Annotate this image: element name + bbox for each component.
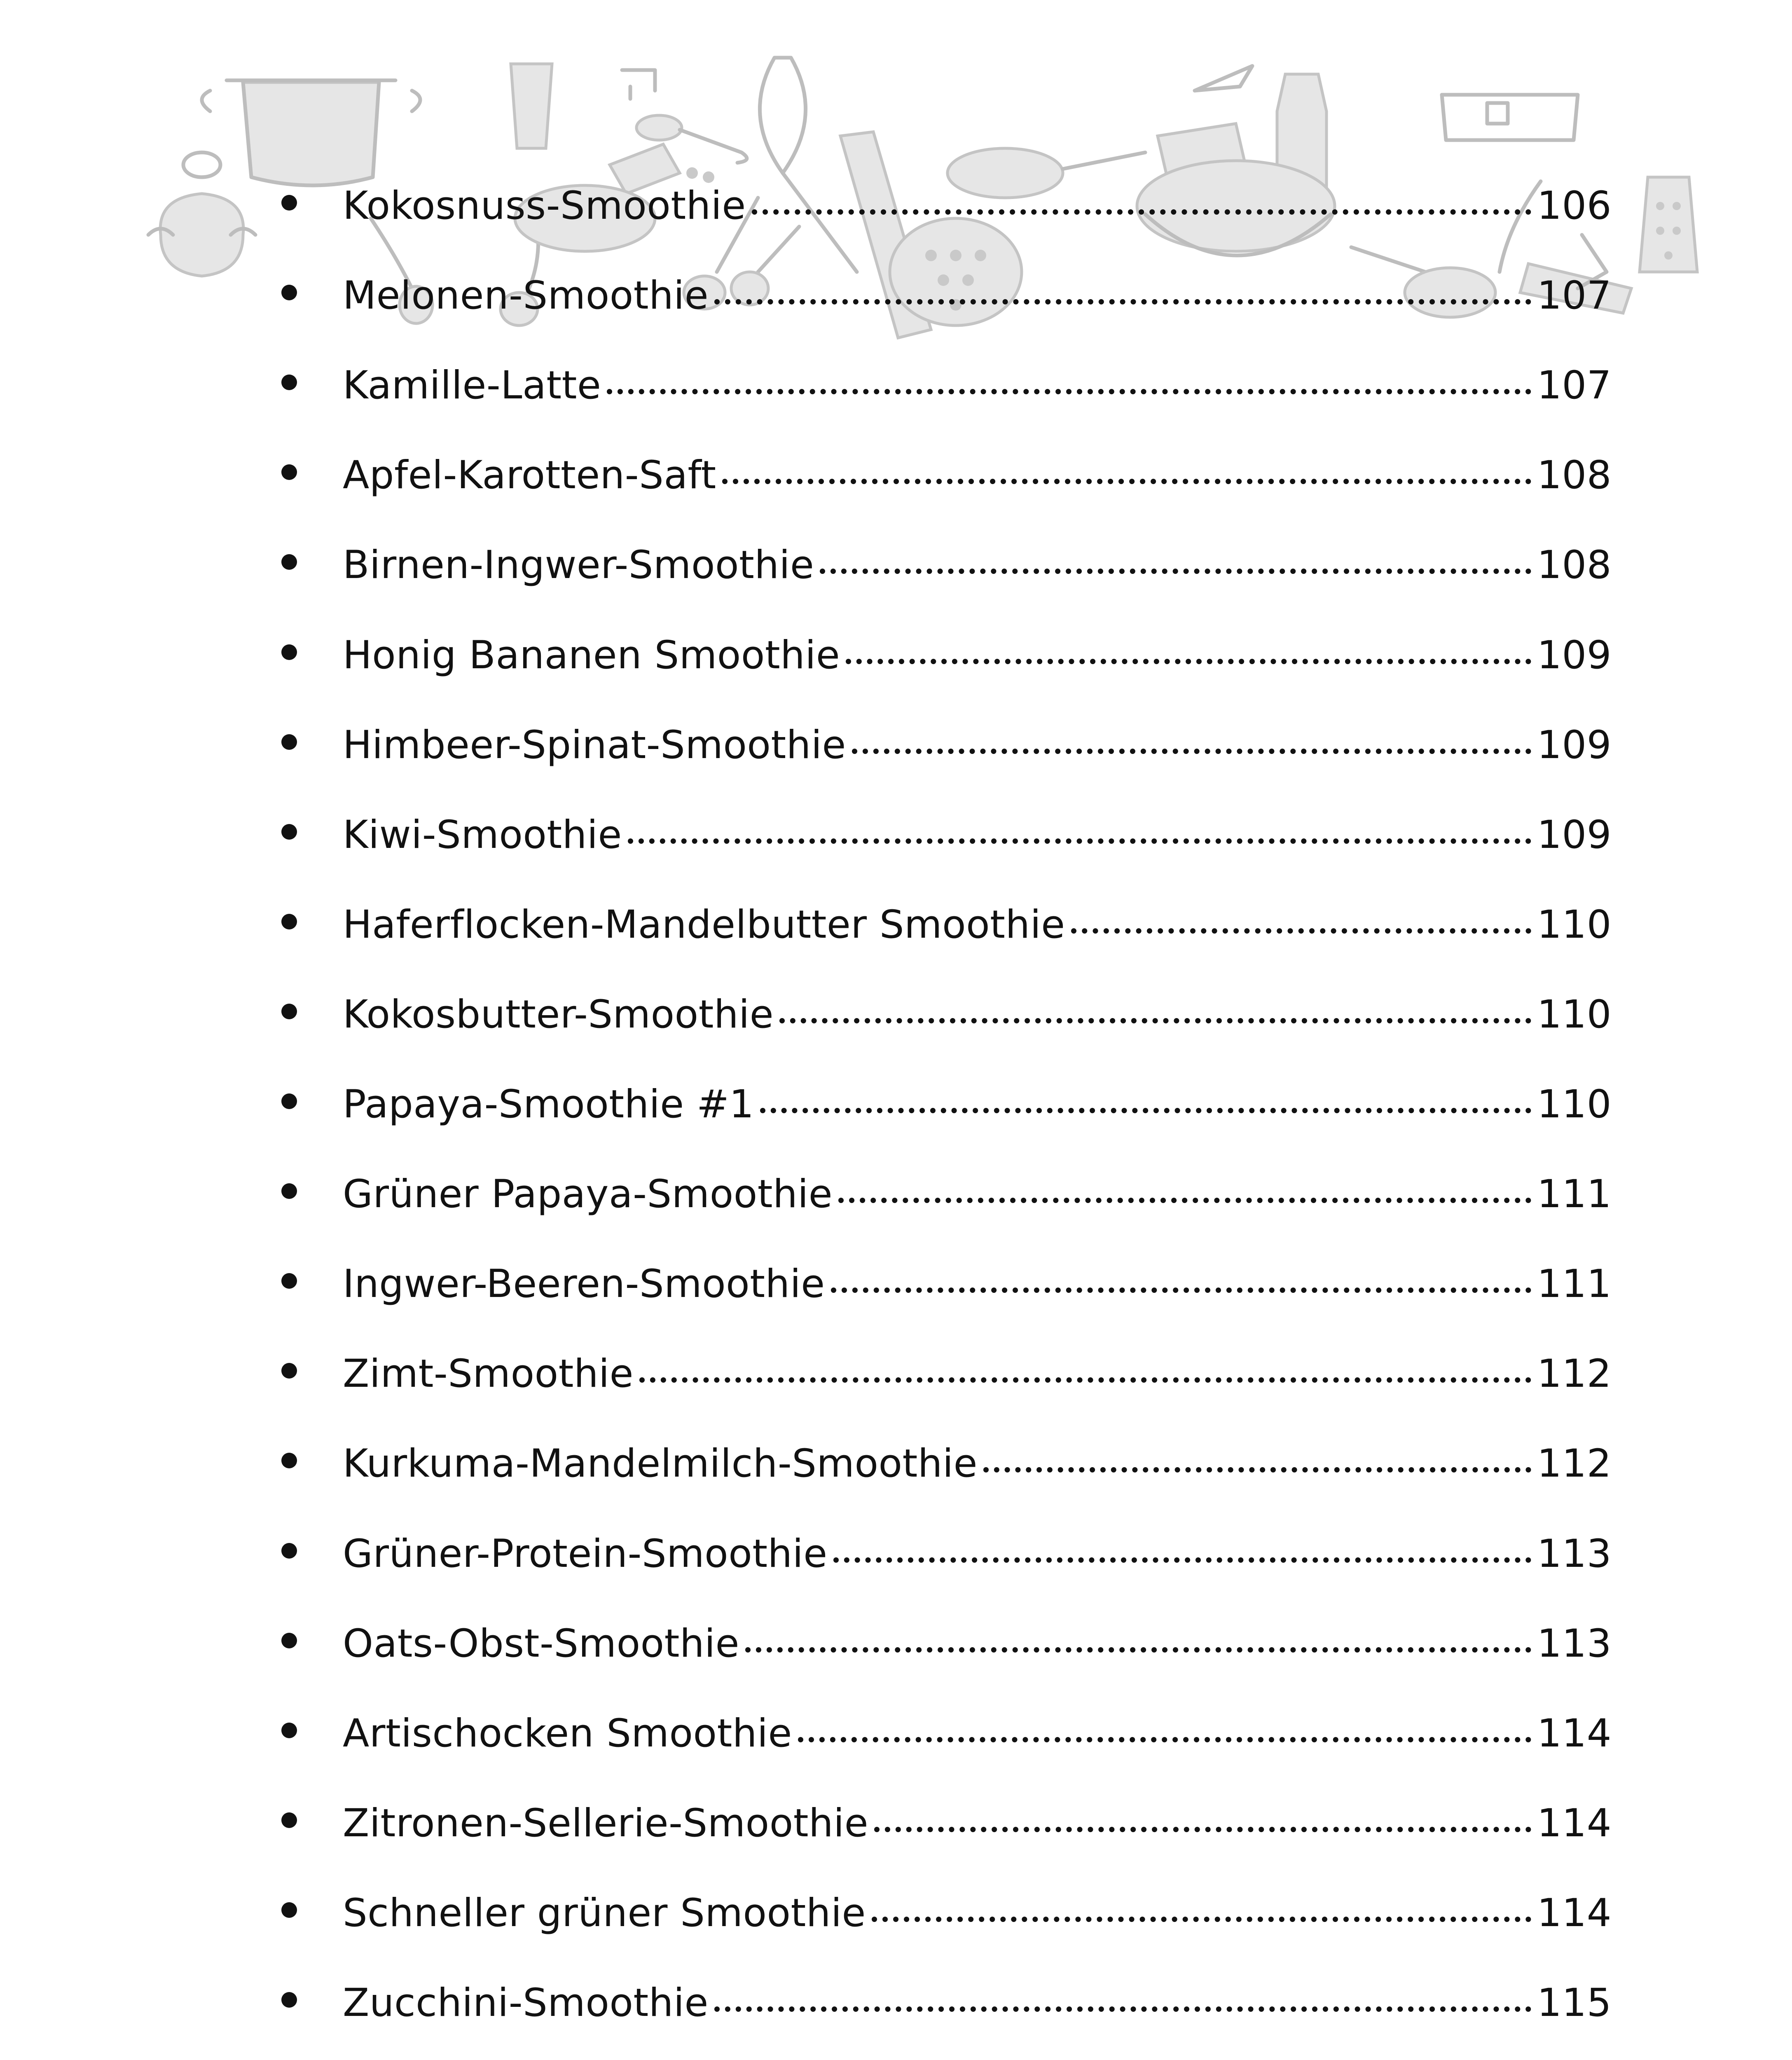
toc-entry-line	[343, 1618, 1612, 1666]
bullet-icon	[281, 1723, 297, 1738]
dot-leader	[714, 270, 1531, 309]
dot-leader	[779, 989, 1531, 1028]
bullet-icon	[281, 1633, 297, 1648]
toc-entry[interactable]	[0, 1419, 1792, 1502]
bullet-icon	[281, 1093, 297, 1109]
toc-entry-title: Ingwer-Beeren-Smoothie	[343, 1262, 825, 1307]
toc-entry[interactable]	[0, 611, 1792, 693]
bullet-icon	[281, 1543, 297, 1559]
toc-entry[interactable]	[0, 521, 1792, 603]
toc-entry-title: Zitronen-Sellerie-Smoothie	[343, 1800, 869, 1846]
bullet-icon	[281, 1363, 297, 1379]
toc-entry-title: Papaya-Smoothie #1	[343, 1082, 754, 1127]
toc-entry[interactable]	[0, 880, 1792, 963]
dot-leader	[852, 719, 1531, 758]
toc-entry-title: Haferflocken-Mandelbutter Smoothie	[343, 902, 1065, 947]
toc-entry[interactable]	[0, 1599, 1792, 1682]
toc-entry[interactable]	[0, 1330, 1792, 1412]
toc-entry-page-number: 110	[1537, 992, 1612, 1037]
toc-entry-line	[343, 1528, 1612, 1576]
toc-entry-line	[343, 809, 1612, 857]
bullet-icon	[281, 375, 297, 390]
toc-entry-page-number: 110	[1537, 1082, 1612, 1127]
toc-entry[interactable]	[0, 791, 1792, 873]
toc-entry-page-number: 109	[1537, 632, 1612, 678]
toc-entry-page-number: 112	[1537, 1351, 1612, 1397]
toc-entry-line	[343, 1977, 1612, 2023]
dot-leader	[1071, 899, 1532, 938]
toc-entry[interactable]	[0, 1060, 1792, 1142]
toc-entry-page-number: 109	[1537, 812, 1612, 857]
bullet-icon	[281, 464, 297, 480]
bullet-icon	[281, 1453, 297, 1468]
toc-entry-line	[343, 1887, 1612, 1936]
bullet-icon	[281, 1273, 297, 1289]
toc-entry[interactable]	[0, 431, 1792, 513]
dot-leader	[722, 449, 1531, 488]
toc-entry[interactable]	[0, 1150, 1792, 1232]
toc-entry-line	[343, 360, 1612, 408]
toc-entry-line	[343, 1348, 1612, 1397]
toc-entry[interactable]	[0, 1689, 1792, 1772]
toc-entry-title: Artischocken Smoothie	[343, 1711, 792, 1756]
dot-leader	[760, 1079, 1532, 1117]
toc-entry-title: Kokosbutter-Smoothie	[343, 992, 774, 1037]
toc-entry-line	[343, 1168, 1612, 1217]
toc-entry[interactable]	[0, 162, 1792, 244]
toc-entry-page-number: 114	[1537, 1711, 1612, 1756]
toc-entry-title: Grüner Papaya-Smoothie	[343, 1172, 833, 1217]
toc-entry-line	[343, 1438, 1612, 1486]
toc-entry-title: Melonen-Smoothie	[343, 273, 709, 318]
toc-entry-line	[343, 1079, 1612, 1127]
toc-entry[interactable]	[0, 1869, 1792, 1951]
dot-leader	[846, 630, 1531, 668]
toc-entry-title: Oats-Obst-Smoothie	[343, 1621, 739, 1666]
toc-entry-page-number: 108	[1537, 543, 1612, 588]
toc-entry-title: Kiwi-Smoothie	[343, 812, 622, 857]
dot-leader	[714, 1977, 1531, 2016]
toc-entry-page-number: 114	[1537, 1890, 1612, 1936]
toc-entry-page-number: 112	[1537, 1441, 1612, 1486]
toc-entry-page-number: 109	[1537, 722, 1612, 768]
toc-entry-title: Schneller grüner Smoothie	[343, 1890, 866, 1936]
bullet-icon	[281, 554, 297, 570]
dot-leader	[838, 1168, 1531, 1207]
toc-entry-title: Kurkuma-Mandelmilch-Smoothie	[343, 1441, 978, 1486]
toc-entry-title: Honig Bananen Smoothie	[343, 632, 840, 678]
toc-entry[interactable]	[0, 1510, 1792, 1592]
toc-entry[interactable]	[0, 1959, 1792, 2041]
toc-entry-page-number: 113	[1537, 1531, 1612, 1576]
dot-leader	[752, 180, 1531, 219]
toc-entry-title: Birnen-Ingwer-Smoothie	[343, 543, 814, 588]
dot-leader	[798, 1708, 1531, 1746]
toc-entry-title: Zimt-Smoothie	[343, 1351, 634, 1397]
toc-entry-title: Himbeer-Spinat-Smoothie	[343, 722, 846, 768]
toc-entry-title: Zucchini-Smoothie	[343, 1980, 709, 2025]
dot-leader	[833, 1528, 1531, 1567]
dot-leader	[874, 1798, 1531, 1836]
toc-entry-line	[343, 449, 1612, 498]
toc-entry-page-number: 114	[1537, 1800, 1612, 1846]
bullet-icon	[281, 914, 297, 929]
toc-entry-page-number: 107	[1537, 363, 1612, 408]
dot-leader	[820, 539, 1531, 578]
toc-entry-line	[343, 1708, 1612, 1756]
toc-entry[interactable]	[0, 1240, 1792, 1322]
bullet-icon	[281, 824, 297, 840]
toc-entry[interactable]	[0, 2048, 1792, 2060]
toc-entry-page-number: 111	[1537, 1172, 1612, 1217]
bullet-icon	[281, 644, 297, 660]
toc-entry-page-number: 107	[1537, 273, 1612, 318]
dot-leader	[831, 1258, 1532, 1297]
dot-leader	[628, 809, 1531, 848]
toc-entry-line	[343, 539, 1612, 588]
toc-entry-line	[343, 1258, 1612, 1307]
dot-leader	[872, 1887, 1531, 1926]
toc-entry-line	[343, 630, 1612, 678]
dot-leader	[639, 1348, 1531, 1387]
toc-entry-line	[343, 180, 1612, 228]
toc-entry-line	[343, 719, 1612, 768]
toc-entry[interactable]	[0, 341, 1792, 424]
toc-entry-title: Grüner-Protein-Smoothie	[343, 1531, 828, 1576]
toc-entry-page-number: 115	[1537, 1980, 1612, 2025]
toc-entry[interactable]	[0, 251, 1792, 334]
toc-entry-title: Apfel-Karotten-Saft	[343, 453, 716, 498]
dot-leader	[607, 360, 1531, 398]
bullet-icon	[281, 1183, 297, 1199]
toc-entry-line	[343, 1798, 1612, 1846]
toc-entry-page-number: 113	[1537, 1621, 1612, 1666]
toc-entry-page-number: 108	[1537, 453, 1612, 498]
dot-leader	[745, 1618, 1531, 1657]
bullet-icon	[281, 1004, 297, 1019]
bullet-icon	[281, 734, 297, 750]
dot-leader	[983, 1438, 1531, 1477]
toc-entry[interactable]	[0, 1779, 1792, 1861]
toc-entry[interactable]	[0, 701, 1792, 783]
bullet-icon	[281, 1812, 297, 1828]
toc-entry-title: Kamille-Latte	[343, 363, 601, 408]
bullet-icon	[281, 195, 297, 211]
bullet-icon	[281, 285, 297, 300]
toc-entry-line	[343, 899, 1612, 947]
toc-entry-page-number: 110	[1537, 902, 1612, 947]
toc-entry-title: Kokosnuss-Smoothie	[343, 183, 746, 228]
bullet-icon	[281, 1902, 297, 1918]
bullet-icon	[281, 1992, 297, 2008]
toc-entry[interactable]	[0, 970, 1792, 1053]
toc-entry-page-number: 106	[1537, 183, 1612, 228]
toc-entry-page-number: 111	[1537, 1262, 1612, 1307]
toc-entry-line	[343, 989, 1612, 1037]
toc-entry-line	[343, 270, 1612, 318]
